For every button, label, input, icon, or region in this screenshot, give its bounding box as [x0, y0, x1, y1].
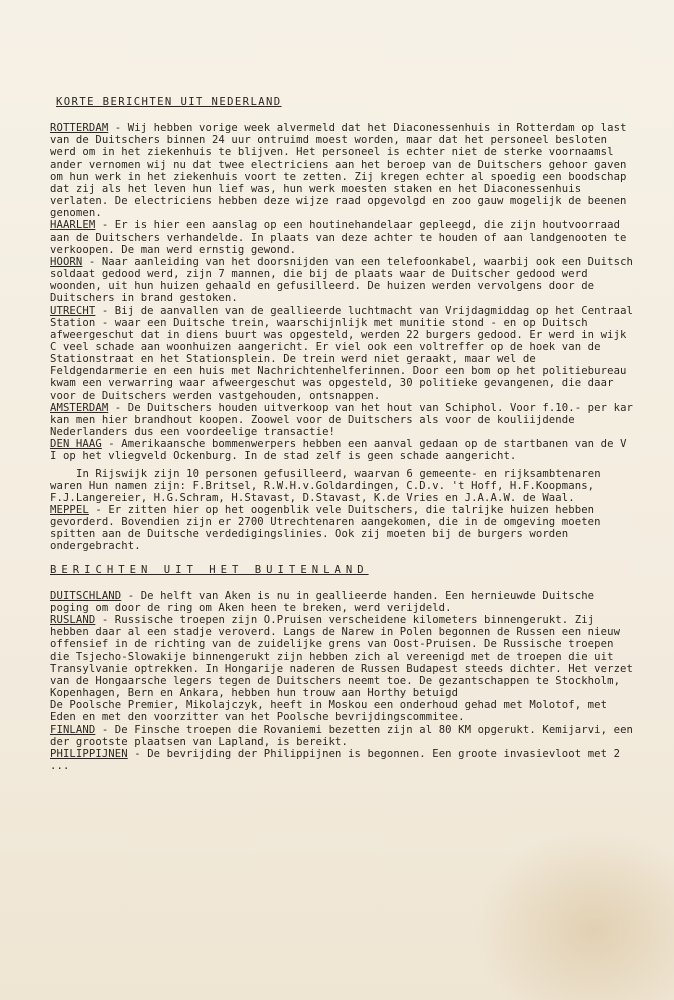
- place-name: HAARLEM: [50, 219, 96, 232]
- news-item: [50, 256, 635, 305]
- dash-separator: -: [108, 401, 128, 414]
- dash-separator: -: [95, 304, 115, 317]
- section-heading: KORTE BERICHTEN UIT NEDERLAND: [56, 96, 282, 108]
- place-name: PHILIPPIJNEN: [50, 747, 128, 760]
- item-text: In Rijswijk zijn 10 personen gefusilleerd, waarvan 6 gemeente- en rijksambtenaren waren Hun namen zijn: F.Britsel, R.W.H.v.Goldardingen, C.D.v. 't Hoff, H.F.Koopmans, F.J.Langereier, H.G.Schram, H.Stavast, D.Stavast, K.de Vries en J.A.A.W. de Waal.: [50, 467, 601, 504]
- bulletin-body: [50, 96, 635, 772]
- place-name: DUITSCHLAND: [50, 589, 122, 602]
- news-item: [50, 468, 635, 504]
- item-text: De Poolsche Premier, Mikolajczyk, heeft in Moskou een onderhoud gehad met Molotof, met Eden en met den voorzitter van het Poolsche bevrijdingscommitee.: [50, 699, 608, 724]
- item-text: De Finsche troepen die Rovaniemi bezetten zijn al 80 KM opgerukt. Kemijarvi, een der grootste plaatsen van Lapland, is bereikt.: [50, 723, 634, 748]
- section-heading: BERICHTEN UIT HET BUITENLAND: [50, 563, 369, 576]
- place-name: RUSLAND: [50, 614, 96, 627]
- place-name: HOORN: [50, 255, 83, 268]
- dash-separator: -: [121, 589, 141, 602]
- news-item: [50, 590, 635, 614]
- item-text: Naar aanleiding van het doorsnijden van een telefoonkabel, waarbij ook een Duitsch soldaat gedood werd, zijn 7 mannen, die bij de plaats waar de Duitscher gedood werd woonden, uit hun huizen gehaald en gefusilleerd. De huizen werden vervolgens door de Duitschers in brand gestoken.: [50, 255, 634, 305]
- dash-separator: -: [108, 122, 128, 135]
- item-text: Bij de aanvallen van de geallieerde luchtmacht van Vrijdagmiddag op het Centraal Station - waar een Duitsche trein, waarschijnlijk met munitie stond - en op Duitsch afweergeschut dat in diens buurt was opgesteld, werden 22 burgers gedood. Er werd in wijk C veel schade aan woonhuizen aangericht. Er viel ook een voltreffer op de hoek van de Stationstraat en het Stationsplein. De trein werd niet geraakt, maar wel de Feldgendarmerie en een huis met Nachrichtenhelferinnen. Door een bom op het politiebureau kwam een verwarring waar afweergeschut was opgesteld, 30 politieke gevangenen, die daar voor de Duitschers werden vastgehouden, ontsnappen.: [50, 304, 634, 402]
- paper-stain: [474, 830, 674, 1000]
- news-item: [50, 305, 635, 402]
- news-item: [50, 504, 635, 553]
- dash-separator: -: [82, 255, 102, 268]
- item-text: Russische troepen zijn O.Pruisen verscheidene kilometers binnengerukt. Zij hebben daar al een stadje veroverd. Langs de Narew in Polen begonnen de Russen een nieuw offensief in de richting van de zuidelijke grens van Oost-Pruisen. De Russische troepen die Tsjecho-Slowakije binnengerukt zijn hebben zich al vereenigd met de troepen die uit Transylvanie optrekken. In Hongarije naderen de Russen Budapest steeds dichter. Het verzet van de Hongaarsche legers tegen de Duitschers neemt toe. De gezantschappen te Stockholm, Kopenhagen, Bern en Ankara, hebben hun trouw aan Horthy betuigd: [50, 614, 634, 700]
- place-name: UTRECHT: [50, 304, 96, 317]
- place-name: ROTTERDAM: [50, 122, 109, 135]
- item-text: De helft van Aken is nu in geallieerde handen. Een hernieuwde Duitsche poging om door de ring om Aken heen te breken, werd verijdeld.: [50, 589, 595, 614]
- dash-separator: -: [95, 219, 115, 232]
- item-text: Er zitten hier op het oogenblik vele Duitschers, die talrijke huizen hebben gevorderd. Bovendien zijn er 2700 Utrechtenaren aangekomen, die in de omgeving moeten spitten aan de Duitsche verdedigingslinies. Ook zij moeten bij de burgers worden ondergebracht.: [50, 504, 601, 553]
- news-item: [50, 402, 635, 438]
- news-item: [50, 614, 635, 699]
- news-item: [50, 724, 635, 748]
- place-name: FINLAND: [50, 723, 96, 736]
- dash-separator: -: [95, 723, 115, 736]
- news-item: [50, 219, 635, 255]
- item-text: Amerikaansche bommenwerpers hebben een aanval gedaan op de startbanen van de V I op het vliegveld Ockenburg. In de stad zelf is geen schade aangericht.: [50, 438, 627, 463]
- item-text: Wij hebben vorige week alvermeld dat het Diaconessenhuis in Rotterdam op last van de Duitschers binnen 24 uur ontruimd moest worden, maar dat het personeel besloten werd om in het ziekenhuis te blijven. Het personeel is echter niet de sterke voornaamsl ander vernomen wij nu dat twee electriciens aan het beroep van de Duitschers gehoor gaven om hun werk in het ziekenhuis voort te zetten. Zij kregen echter al spoedig een boodschap dat zij als het leven hun lief was, hun werk moesten staken en het Diaconessenhuis verlaten. De electriciens hebben deze wijze raad opgevolgd en zoo gauw mogelijk de beenen genomen.: [50, 122, 627, 220]
- news-item: [50, 122, 635, 219]
- news-item: [50, 699, 635, 723]
- item-text: De bevrijding der Philippijnen is begonnen. Een groote invasievloot met 2 ...: [50, 747, 621, 772]
- news-item: [50, 438, 635, 462]
- dash-separator: -: [88, 504, 109, 516]
- dash-separator: -: [95, 614, 115, 627]
- news-item: [50, 748, 635, 772]
- item-text: De Duitschers houden uitverkoop van het hout van Schiphol. Voor f.10.- per kar kan men hier brandhout koopen. Zoowel voor de Duitschers als voor de kouliijdende Nederlanders dus een voordeelige transactie!: [50, 401, 634, 439]
- place-name: AMSTERDAM: [50, 401, 109, 414]
- item-text: Er is hier een aanslag op een houtinehandelaar gepleegd, die zijn houtvoorraad aan de Duitschers verhandelde. In plaats van deze achter te houden of aan landgenooten te verkoopen. De man werd ernstig gewond.: [50, 219, 627, 256]
- dash-separator: -: [101, 438, 122, 451]
- place-name: MEPPEL: [50, 504, 89, 516]
- place-name: DEN HAAG: [50, 438, 102, 451]
- dash-separator: -: [127, 747, 148, 760]
